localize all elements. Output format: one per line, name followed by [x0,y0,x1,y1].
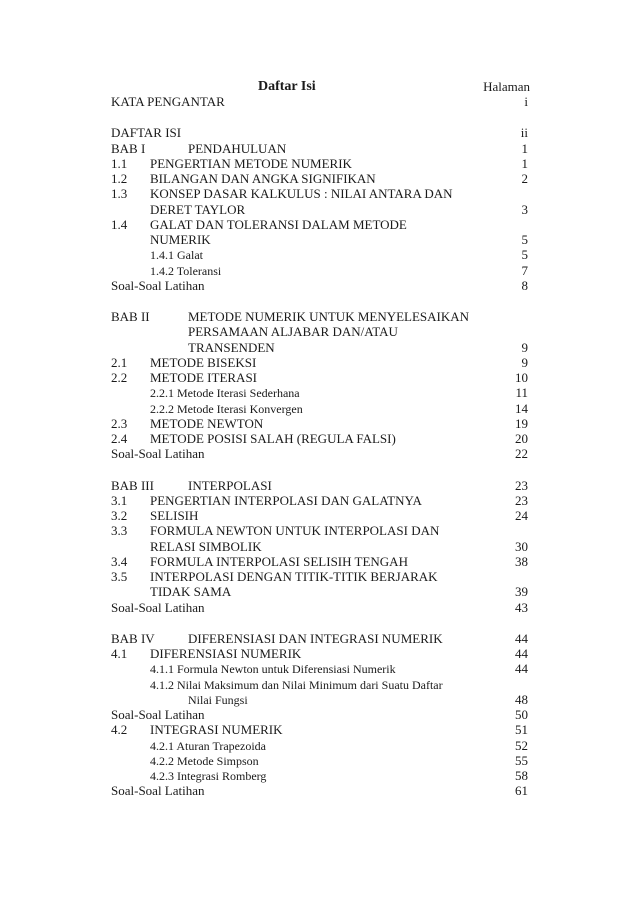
toc-entry-label: Soal-Soal Latihan [111,707,205,722]
toc-entry-label: Soal-Soal Latihan [111,599,205,615]
toc-page-number: 43 [515,599,528,615]
section-title: INTEGRASI NUMERIK [150,722,283,738]
section-title: METODE ITERASI [150,370,258,385]
toc-page-number: 23 [515,492,528,508]
page-title: Daftar Isi [258,79,316,94]
section-title: DIFERENSIASI NUMERIK [150,646,302,661]
section-title: GALAT DAN TOLERANSI DALAM METODE [150,216,407,232]
section-title: TIDAK SAMA [150,584,232,600]
chapter-title: PENDAHULUAN [188,140,287,156]
subsection-title: 1.4.2 Toleransi [150,263,222,278]
chapter-title: DIFERENSIASI DAN INTEGRASI NUMERIK [188,630,443,646]
subsection-title: 4.1.2 Nilai Maksimum dan Nilai Minimum dari Suatu Daftar [150,677,443,692]
toc-page-number: 44 [515,661,528,677]
section-title: METODE NEWTON [150,415,264,431]
toc-entry-label: Soal-Soal Latihan [111,783,205,799]
section-title: METODE BISEKSI [150,354,257,370]
toc-page-number: 44 [515,630,528,646]
toc-page-number: 1 [521,155,528,171]
section-title: KONSEP DASAR KALKULUS : NILAI ANTARA DAN [150,186,453,202]
toc-page-number: 30 [515,538,528,554]
section-title: RELASI SIMBOLIK [150,538,262,554]
toc-entry-label: DAFTAR ISI [111,125,182,141]
subsection-title: 4.2.1 Aturan Trapezoida [150,738,266,753]
section-title: PENGERTIAN METODE NUMERIK [150,155,352,171]
toc-page-number: 39 [515,584,528,600]
page-column-header: Halaman [483,79,530,94]
section-number: 2.2 [111,370,128,385]
section-number: 1.2 [111,171,128,186]
section-number: 2.3 [111,415,128,431]
section-title: METODE POSISI SALAH (REGULA FALSI) [150,431,396,446]
subsection-title: 2.2.2 Metode Iterasi Konvergen [150,401,303,416]
chapter-title: METODE NUMERIK UNTUK MENYELESAIKAN [188,309,470,324]
chapter-title: PERSAMAAN ALJABAR DAN/ATAU [188,324,398,340]
subsection-title: 2.2.1 Metode Iterasi Sederhana [150,386,300,401]
chapter-title: INTERPOLASI [188,477,272,493]
toc-page-number: 5 [521,247,528,263]
toc-page-number: 58 [515,768,528,783]
section-title: DERET TAYLOR [150,201,246,217]
section-title: FORMULA NEWTON UNTUK INTERPOLASI DAN [150,523,440,539]
chapter-number: BAB III [111,477,154,493]
subsection-title: Nilai Fungsi [188,692,248,707]
toc-entry-label: Soal-Soal Latihan [111,446,205,462]
subsection-title: 1.4.1 Galat [150,248,203,263]
section-number: 3.5 [111,569,128,584]
toc-page-number: 51 [515,722,528,738]
toc-page-number: 52 [515,737,528,753]
toc-page-number: 23 [515,477,528,493]
toc-page-number: 8 [521,277,528,293]
section-number: 3.2 [111,508,128,523]
section-title: FORMULA INTERPOLASI SELISIH TENGAH [150,553,408,569]
toc-entry-label: Soal-Soal Latihan [111,277,205,293]
section-number: 3.4 [111,553,128,569]
section-number: 1.4 [111,216,128,232]
section-number: 3.1 [111,492,128,508]
chapter-number: BAB IV [111,630,155,646]
toc-page-number: 61 [515,783,528,799]
section-number: 2.1 [111,354,128,370]
toc-page-number: 1 [521,140,528,156]
section-title: INTERPOLASI DENGAN TITIK-TITIK BERJARAK [150,569,438,584]
toc-entry-label: KATA PENGANTAR [111,94,225,109]
section-title: NUMERIK [150,232,211,247]
toc-page-number: ii [520,125,528,141]
toc-page-number: 11 [515,385,528,401]
section-number: 3.3 [111,523,128,539]
toc-page-number: 9 [521,354,528,370]
subsection-title: 4.1.1 Formula Newton untuk Diferensiasi Numerik [150,662,396,677]
toc-page-number: 14 [515,400,528,416]
toc-page-number: 3 [521,201,528,217]
section-title: PENGERTIAN INTERPOLASI DAN GALATNYA [150,492,422,508]
toc-page-number: 5 [521,232,528,247]
toc-page-number: 48 [515,691,528,707]
toc-page-number: 22 [515,446,528,462]
toc-page-number: 38 [515,553,528,569]
section-title: BILANGAN DAN ANGKA SIGNIFIKAN [150,171,376,186]
toc-page-number: 44 [515,646,528,661]
section-number: 2.4 [111,431,128,446]
subsection-title: 4.2.2 Metode Simpson [150,753,259,768]
toc-page-number: 9 [521,339,528,355]
toc-page-number: 50 [515,707,528,722]
subsection-title: 4.2.3 Integrasi Romberg [150,769,267,783]
chapter-title: TRANSENDEN [188,339,275,355]
toc-page-number: 19 [515,415,528,431]
toc-page-number: 55 [515,752,528,768]
toc-page-number: 24 [515,508,528,523]
section-number: 4.2 [111,722,128,738]
section-number: 4.1 [111,646,128,661]
toc-page-number: 20 [515,431,528,446]
toc-page-number: 2 [521,171,528,186]
section-number: 1.1 [111,155,128,171]
section-title: SELISIH [150,508,199,523]
chapter-number: BAB I [111,140,146,156]
section-number: 1.3 [111,186,128,202]
toc-page-number: 10 [515,370,528,385]
toc-page-number: 7 [521,262,528,278]
toc-page-number: i [524,94,528,109]
chapter-number: BAB II [111,309,150,324]
